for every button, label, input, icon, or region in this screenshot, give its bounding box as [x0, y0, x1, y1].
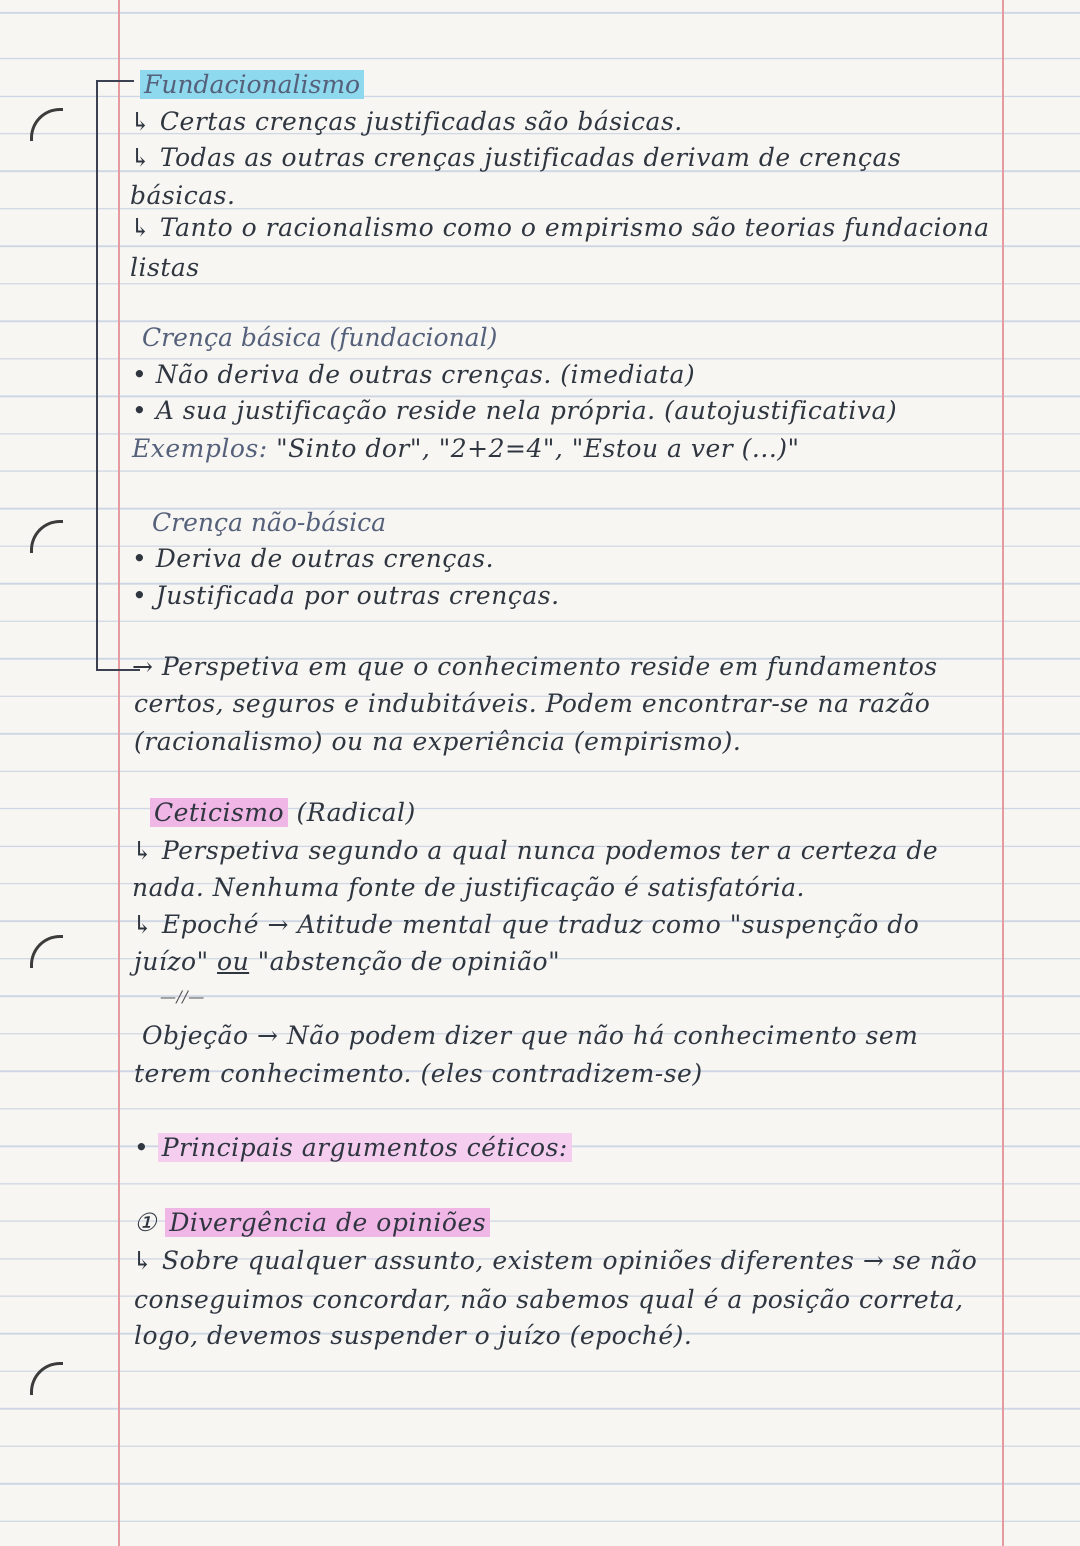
- text-line: Objeção → Não podem dizer que não há conhecimento sem: [142, 1021, 919, 1050]
- text-line: listas: [130, 253, 200, 282]
- punch-hole: [30, 108, 63, 141]
- examples-line: [132, 434, 800, 464]
- text-line: básicas.: [130, 181, 236, 210]
- argumentos-title: Principais argumentos céticos:: [158, 1133, 572, 1162]
- text-line: terem conhecimento. (eles contradizem-se): [134, 1059, 703, 1088]
- punch-hole: [30, 520, 63, 553]
- text-line: ↳ Sobre qualquer assunto, existem opiniões diferentes → se não: [132, 1246, 978, 1275]
- text-line: • Deriva de outras crenças.: [132, 544, 495, 573]
- section-title-fundacionalismo: Fundacionalismo: [140, 70, 364, 100]
- punch-hole: [30, 1362, 63, 1395]
- section-title-crenca-basica: Crença básica (fundacional): [142, 323, 498, 352]
- text-line: (racionalismo) ou na experiência (empirismo).: [134, 727, 742, 756]
- punch-hole: [30, 935, 63, 968]
- section-title-crenca-nao-basica: Crença não-básica: [152, 508, 386, 537]
- ceticismo-subtitle: (Radical): [296, 798, 416, 827]
- section-title-argumentos: [134, 1133, 572, 1163]
- bracket-line: [96, 80, 98, 670]
- separator: —//—: [160, 987, 205, 1006]
- text-line: ↳ Todas as outras crenças justificadas derivam de crenças: [130, 143, 902, 172]
- text-line: ↳ Tanto o racionalismo como o empirismo são teorias fundaciona: [130, 213, 990, 242]
- text-line: [134, 947, 560, 977]
- text-line: ↳ Epoché → Atitude mental que traduz como "suspenção do: [132, 910, 920, 939]
- bullet: •: [134, 1133, 150, 1162]
- examples-label: Exemplos:: [132, 434, 268, 463]
- abstencao-text: "abstenção de opinião": [257, 947, 561, 976]
- text-line: nada. Nenhuma fonte de justificação é satisfatória.: [132, 873, 805, 902]
- text-line: → Perspetiva em que o conhecimento reside em fundamentos: [132, 652, 938, 681]
- ceticismo-title: Ceticismo: [150, 798, 288, 827]
- text-line: • A sua justificação reside nela própria. (autojustificativa): [132, 396, 898, 425]
- number-one: ①: [134, 1208, 157, 1237]
- text-line: ↳ Certas crenças justificadas são básicas.: [130, 107, 683, 136]
- juizo-text: juízo": [134, 947, 209, 976]
- text-line: certos, seguros e indubitáveis. Podem encontrar-se na razão: [134, 689, 931, 718]
- text-line: ↳ Perspetiva segundo a qual nunca podemos ter a certeza de: [132, 836, 939, 865]
- text-line: logo, devemos suspender o juízo (epoché).: [134, 1321, 693, 1350]
- bracket-top: [96, 80, 134, 82]
- text-line: conseguimos concordar, não sabemos qual é a posição correta,: [134, 1285, 964, 1314]
- examples-text: "Sinto dor", "2+2=4", "Estou a ver (...)": [276, 434, 800, 463]
- divergencia-title: Divergência de opiniões: [165, 1208, 490, 1237]
- section-title-ceticismo: [150, 798, 416, 828]
- ou-text: ou: [217, 947, 250, 976]
- left-margin-line: [118, 0, 120, 1546]
- section-title-divergencia: [134, 1208, 490, 1238]
- text-line: • Não deriva de outras crenças. (imediata): [132, 360, 696, 389]
- right-margin-line: [1002, 0, 1004, 1546]
- text-line: • Justificada por outras crenças.: [132, 581, 560, 610]
